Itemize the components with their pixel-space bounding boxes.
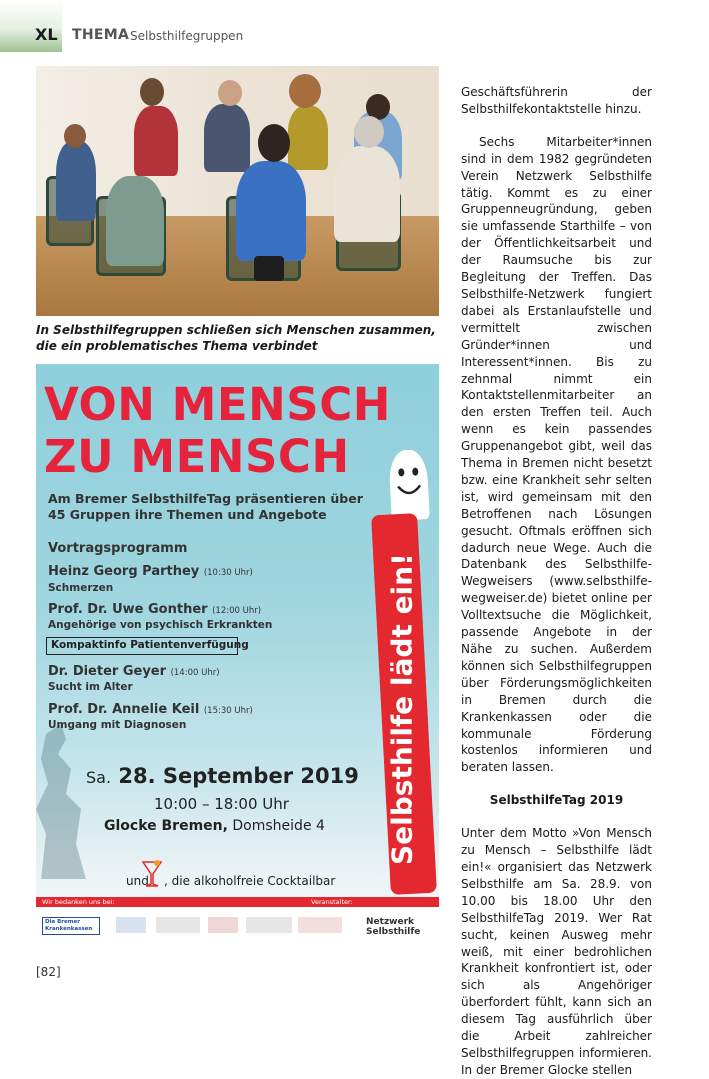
person [134,106,178,176]
person [204,104,250,172]
smiley-face-icon [388,449,430,521]
person [288,106,328,170]
person [56,141,96,221]
event-venue [104,818,325,834]
section-heading: SelbsthilfeTag 2019 [489,793,624,808]
cocktail-and: und [126,874,149,888]
venue-address: Domsheide 4 [227,818,325,834]
speaker-name: Heinz Georg Parthey [48,564,200,579]
event-hours: 10:00 – 18:00 Uhr [154,795,289,813]
thanks-label: Wir bedanken uns bei: [42,898,115,906]
thema-label: THEMA [72,27,130,43]
topic-label: Selbsthilfegruppen [130,29,244,43]
sponsor-logo [298,917,342,933]
talk-topic: Schmerzen [48,582,114,594]
event-date [86,764,359,788]
sponsor-logo [246,917,292,933]
talk-speaker [48,664,220,679]
netzwerk-logo: Netzwerk Selbsthilfe [366,917,421,937]
person-head [140,78,164,106]
handbag [254,256,284,281]
person-head [64,124,86,148]
talk-time: (10:30 Uhr) [203,568,253,578]
krankenkassen-logo: Die Bremer Krankenkassen [42,917,100,935]
date-value: 28. September 2019 [118,764,359,788]
stadtmusikanten-silhouette [36,714,91,884]
speaker-name: Dr. Dieter Geyer [48,664,167,679]
date-prefix: Sa. [86,768,112,787]
paragraph: Geschäftsführerin der Selbsthilfekontaktstelle hinzu. [461,85,652,116]
sponsor-logo [116,917,146,933]
person-head [289,74,321,108]
speaker-name: Prof. Dr. Annelie Keil [48,702,200,717]
photo-caption: In Selbsthilfegruppen schließen sich Menschen zusammen, die ein problematisches Thema verbindet [36,323,436,353]
poster-title-line2: ZU MENSCH [44,430,350,483]
page-number: [82] [36,965,61,979]
program-heading: Vortragsprogramm [48,541,188,556]
cocktail-glass-icon [141,858,163,890]
talk-topic: Umgang mit Diagnosen [48,719,187,731]
section-label: XL [35,25,58,44]
venue-name: Glocke Bremen, [104,818,228,834]
info-box: Kompaktinfo Patientenverfügung [46,637,238,655]
talk-time: (14:00 Uhr) [170,668,220,678]
article-column [461,84,652,1079]
speaker-name: Prof. Dr. Uwe Gonther [48,602,208,617]
person-head [354,116,384,148]
sponsor-logo [156,917,200,933]
event-poster [36,364,439,957]
poster-title-line1: VON MENSCH [44,378,391,431]
talk-time: (12:00 Uhr) [212,606,262,616]
talk-time: (15:30 Uhr) [203,706,253,716]
person [334,146,400,242]
sponsor-logo [208,917,238,933]
cocktail-bar-text: , die alkoholfreie Cocktailbar [164,874,336,888]
poster-subtitle: Am Bremer SelbsthilfeTag präsentieren über 45 Gruppen ihre Themen und Angebote [48,491,363,522]
air-dancer-head [388,449,430,521]
person [236,161,306,261]
page-header [0,0,709,52]
organizer-label: Veranstalter: [311,898,353,906]
talk-speaker [48,702,253,717]
talk-speaker [48,564,253,579]
talk-speaker [48,602,261,617]
person-head [218,80,242,106]
person [106,176,164,266]
paragraph: Sechs Mitarbeiter*innen sind in dem 1982 gegründeten Verein Netzwerk Selbsthilfe tätig. Kommt es zu einer Gruppenneugründung, geben sie umfassende Starthilfe – von der Öffentlichkeitsarbeit und der Raumsuche bis zur Begleitung der Treffen. Das Selbsthilfe-Netzwerk fungiert dabei als Erstanlaufstelle und vermittelt zwischen Gründer*innen und Interessent*innen. Bis zu zehnmal nimmt ein Kontaktstellenmitarbeiter an den ersten Treffen teil. Auch wenn es kein passendes Gruppenangebot gibt, weil das Thema in Bremen nicht besetzt bzw. eine Krankheit sehr selten ist, wird gemeinsam mit den Betroffenen nach Lösungen gesucht. Oftmals eröffnen sich dadurch neue Wege. Auch die Datenbank des Selbsthilfe-Wegweisers (www.selbsthilfe-wegweiser.de) bietet online per Volltextsuche die Möglichkeit, passende Angebote in der Nähe zu suchen. Außerdem können sich Selbsthilfegruppen über Förderungsmöglichkeiten in Bremen durch die Krankenkassen oder die kommunale Förderung kostenlos informieren und beraten lassen. [461,134,652,775]
tube-slogan: Selbsthilfe lädt ein! [385,553,419,865]
talk-topic: Sucht im Alter [48,681,133,693]
talk-topic: Angehörige von psychisch Erkrankten [48,619,273,631]
paragraph: Unter dem Motto »Von Mensch zu Mensch – Selbsthilfe lädt ein!« organisiert das Netzwerk Selbsthilfe am Sa. 28.9. von 10.00 bis 18.00 Uhr den SelbsthilfeTag 2019. Wer Rat sucht, keinen Ausweg mehr weiß, mit einer bedrohlichen Krankheit konfrontiert ist, oder sich als Angehöriger überfordert fühlt, kann sich an diesem Tag ausführlich über die Arbeit zahlreicher Selbsthilfegruppen informieren. In der Bremer Glocke stellen [461,826,652,1077]
person-head [258,124,290,162]
group-photo [36,66,439,316]
